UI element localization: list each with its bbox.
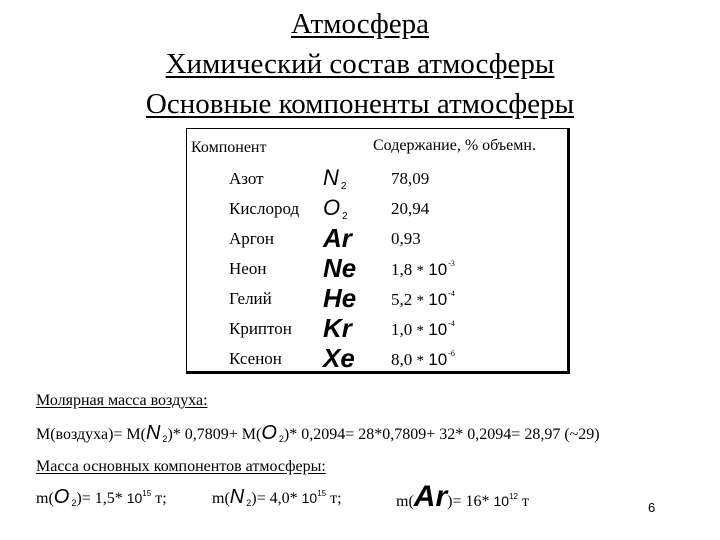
slide-title-atmosphere: Атмосфера (290, 8, 429, 40)
content-value: $1,8 * 10^{-3}$ (391, 259, 455, 279)
molar-mass-formula: М(воздуха)= М(N $_2$)* 0,7809+ М(O $_2$)* 0,2094= 28*0,7809+ 32* 0,2094= 28,97 (~29) (36, 422, 600, 444)
component-name: Гелий (229, 289, 272, 308)
table-row (187, 313, 567, 343)
chemical-formula: Ne (323, 253, 357, 283)
table-row (187, 193, 567, 223)
chemical-formula: O $_2$ (323, 195, 348, 222)
chemical-formula: He (323, 283, 357, 313)
masses-heading: Масса основных компонентов атмосферы: (36, 458, 326, 475)
slide-title-chemical-composition: Химический состав атмосферы (165, 48, 555, 80)
component-name: Аргон (229, 229, 274, 248)
component-name: Криптон (229, 319, 292, 338)
header-component: Компонент (191, 139, 267, 156)
table-row (187, 343, 567, 373)
page-number: 6 (648, 500, 656, 515)
chemical-formula: N $_2$ (323, 165, 347, 192)
chemical-formula: Ar (323, 223, 352, 253)
mass-o2: m(O $_2$)= 1,5* $10^{15}$ т; (36, 486, 167, 508)
header-content: Содержание, % объемн. (373, 137, 536, 154)
content-value: 0,93 (391, 229, 421, 248)
component-name: Неон (229, 259, 267, 278)
slide-title-main-components: Основные компоненты атмосферы (145, 88, 575, 120)
component-name: Ксенон (229, 349, 282, 368)
molar-mass-heading: Молярная масса воздуха: (36, 392, 208, 409)
table-row (187, 223, 567, 253)
table-row (187, 283, 567, 313)
table-row (187, 253, 567, 283)
content-value: 20,94 (391, 199, 430, 218)
content-value: 78,09 (391, 169, 430, 188)
mass-n2: m(N $_2$)= 4,0* $10^{15}$ т; (212, 486, 342, 508)
chemical-formula: Xe (323, 343, 355, 373)
content-value: $5,2 * 10^{-4}$ (391, 289, 455, 309)
content-value: $8,0 * 10^{-6}$ (391, 349, 455, 369)
component-name: Азот (229, 169, 264, 188)
chemical-formula: Kr (323, 313, 352, 343)
mass-ar: m(Ar)= 16* $10^{12}$ т (396, 480, 529, 513)
components-table (186, 128, 570, 374)
table-row (187, 163, 567, 193)
component-name: Кислород (229, 199, 300, 218)
content-value: $1,0 * 10^{-4}$ (391, 319, 455, 339)
